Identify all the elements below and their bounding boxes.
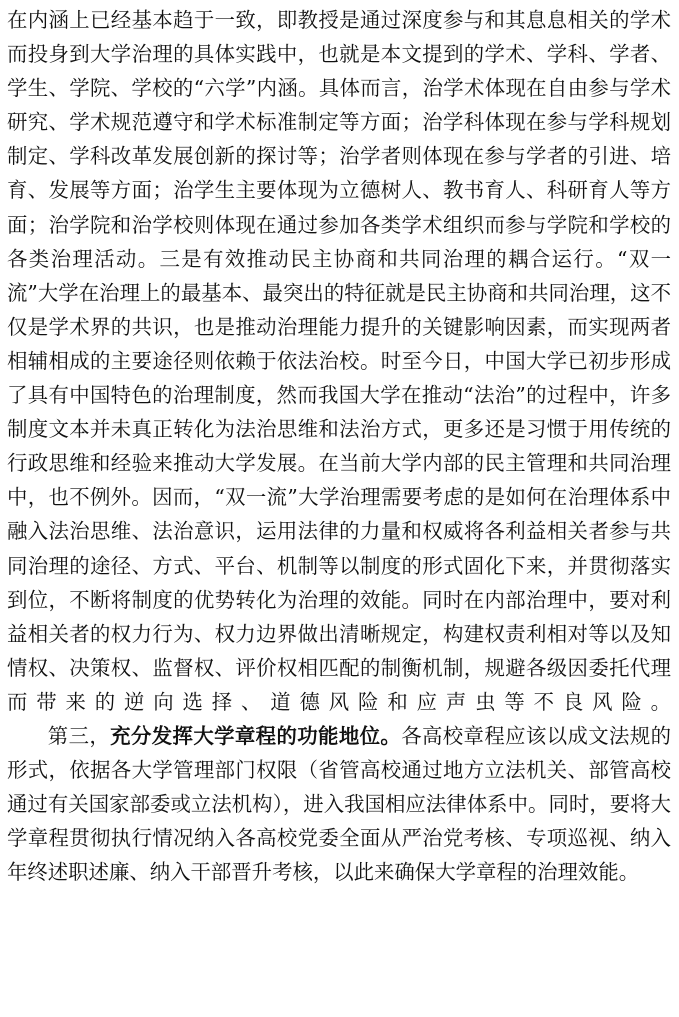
paragraph-2-body: 各高校章程应该以成文法规的形式，依据各大学管理部门权限（省管高校通过地方立法机关、部管高校通过有关国家部委或立法机构），进入我国相应法律体系中。同时，要将大学章程贯彻执行情况纳入各高校党委全面从严治党考核、专项巡视、纳入年终述职述廉、纳入干部晋升考核，以此来确保大学章程的治理效能。 <box>7 723 672 885</box>
body-paragraph-2 <box>7 719 671 889</box>
paragraph-2-heading: 充分发挥大学章程的功能地位。 <box>110 723 402 748</box>
paragraph-1-text: 在内涵上已经基本趋于一致，即教授是通过深度参与和其息息相关的学术而投身到大学治理的具体实践中，也就是本文提到的学术、学科、学者、学生、学院、学校的“六学”内涵。具体而言，治学术体现在自由参与学术研究、学术规范遵守和学术标准制定等方面；治学科体现在参与学科规划制定、学科改革发展创新的探讨等；治学者则体现在参与学者的引进、培育、发展等方面；治学生主要体现为立德树人、教书育人、科研育人等方面；治学院和治学校则体现在通过参加各类学术组织而参与学院和学校的各类治理活动。三是有效推动民主协商和共同治理的耦合运行。“双一流”大学在治理上的最基本、最突出的特征就是民主协商和共同治理，这不仅是学术界的共识，也是推动治理能力提升的关键影响因素，而实现两者相辅相成的主要途径则依赖于依法治校。时至今日，中国大学已初步形成了具有中国特色的治理制度，然而我国大学在推动“法治”的过程中，许多制度文本并未真正转化为法治思维和法治方式，更多还是习惯于用传统的行政思维和经验来推动大学发展。在当前大学内部的民主管理和共同治理中，也不例外。因而，“双一流”大学治理需要考虑的是如何在治理体系中融入法治思维、法治意识，运用法律的力量和权威将各利益相关者参与共同治理的途径、方式、平台、机制等以制度的形式固化下来，并贯彻落实到位，不断将制度的优势转化为治理的效能。同时在内部治理中，要对利益相关者的权力行为、权力边界做出清晰规定，构建权责利相对等以及知情权、决策权、监督权、评价权相匹配的制衡机制，规避各级因委托代理而带来的逆向选择、道德风险和应声虫等不良风险。 <box>7 8 671 714</box>
paragraph-2-lead: 第三， <box>47 723 111 748</box>
body-paragraph-1 <box>7 3 671 719</box>
